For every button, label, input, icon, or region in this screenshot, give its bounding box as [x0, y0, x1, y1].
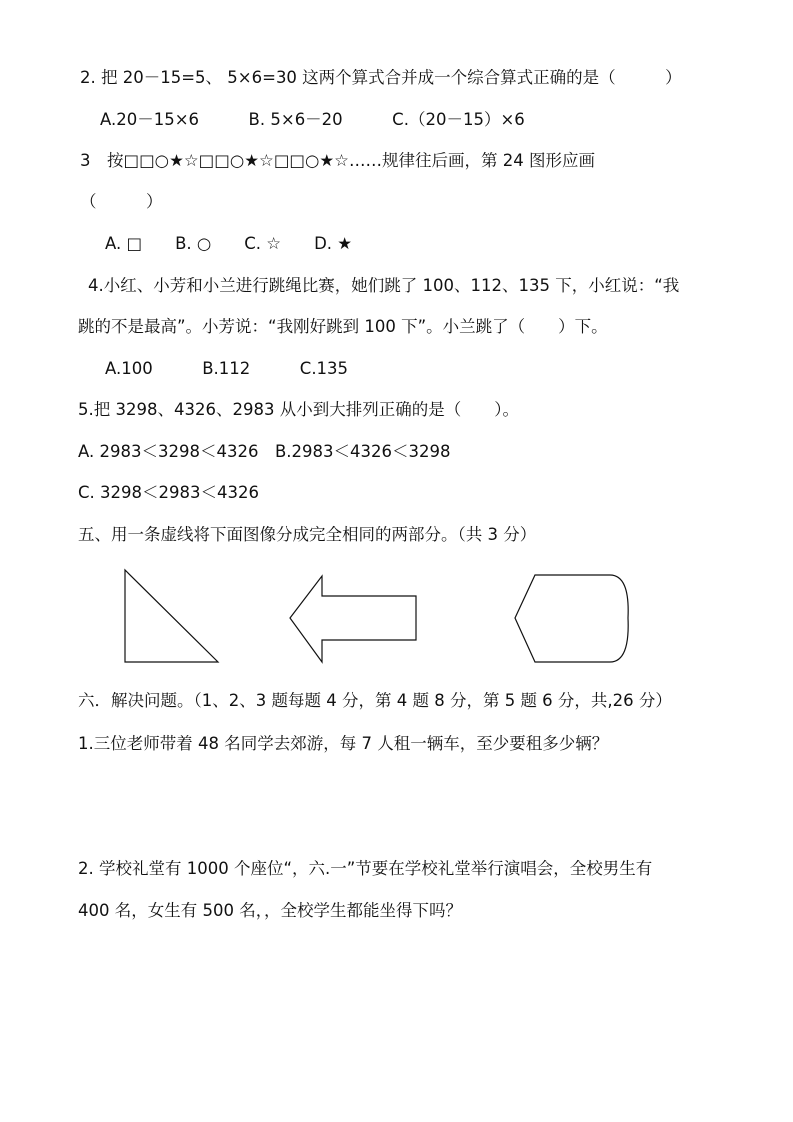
q4-stem-line2: 跳的不是最高”。小芳说：“我刚好跳到 100 下”。小兰跳了（ ）下。: [78, 317, 608, 336]
q4-stem-line1: 4.小红、小芳和小兰进行跳绳比赛，她们跳了 100、112、135 下，小红说：“我: [88, 276, 680, 295]
problem-1: 1.三位老师带着 48 名同学去郊游，每 7 人租一辆车，至少要租多少辆？: [78, 734, 609, 753]
q3-options: A. □ B. ○ C. ☆ D. ★: [105, 234, 353, 253]
problem-2-line1: 2. 学校礼堂有 1000 个座位“，六.一”节要在学校礼堂举行演唱会，全校男生有: [78, 859, 653, 878]
q4-options: A.100 B.112 C.135: [105, 359, 349, 378]
q5-stem: 5.把 3298、4326、2983 从小到大排列正确的是（ ）。: [78, 400, 519, 419]
section5-heading: 五、用一条虚线将下面图像分成完全相同的两部分。（共 3 分）: [78, 525, 537, 544]
q3-stem: 3 按□□○★☆□□○★☆□□○★☆……规律往后画，第 24 图形应画: [80, 151, 595, 170]
q5-option-c: C. 3298＜2983＜4326: [78, 483, 259, 502]
hexagon-with-curved-right-side-icon: [515, 575, 628, 662]
left-arrow-icon: [290, 576, 416, 662]
q5-options-ab: A. 2983＜3298＜4326 B.2983＜4326＜3298: [78, 442, 451, 461]
shape-figures: [0, 560, 793, 680]
q2-options: A.20－15×6 B. 5×6－20 C.（20－15）×6: [100, 110, 525, 129]
q2-stem: 2. 把 20－15=5、 5×6=30 这两个算式合并成一个综合算式正确的是（ ）: [80, 68, 682, 87]
section6-heading: 六．解决问题。（1、2、3 题每题 4 分，第 4 题 8 分，第 5 题 6 分，共,26 分）: [78, 691, 672, 710]
problem-2-line2: 400 名，女生有 500 名，，全校学生都能坐得下吗？: [78, 901, 462, 920]
q3-blank: （ ）: [80, 192, 163, 211]
right-triangle-icon: [125, 570, 218, 662]
